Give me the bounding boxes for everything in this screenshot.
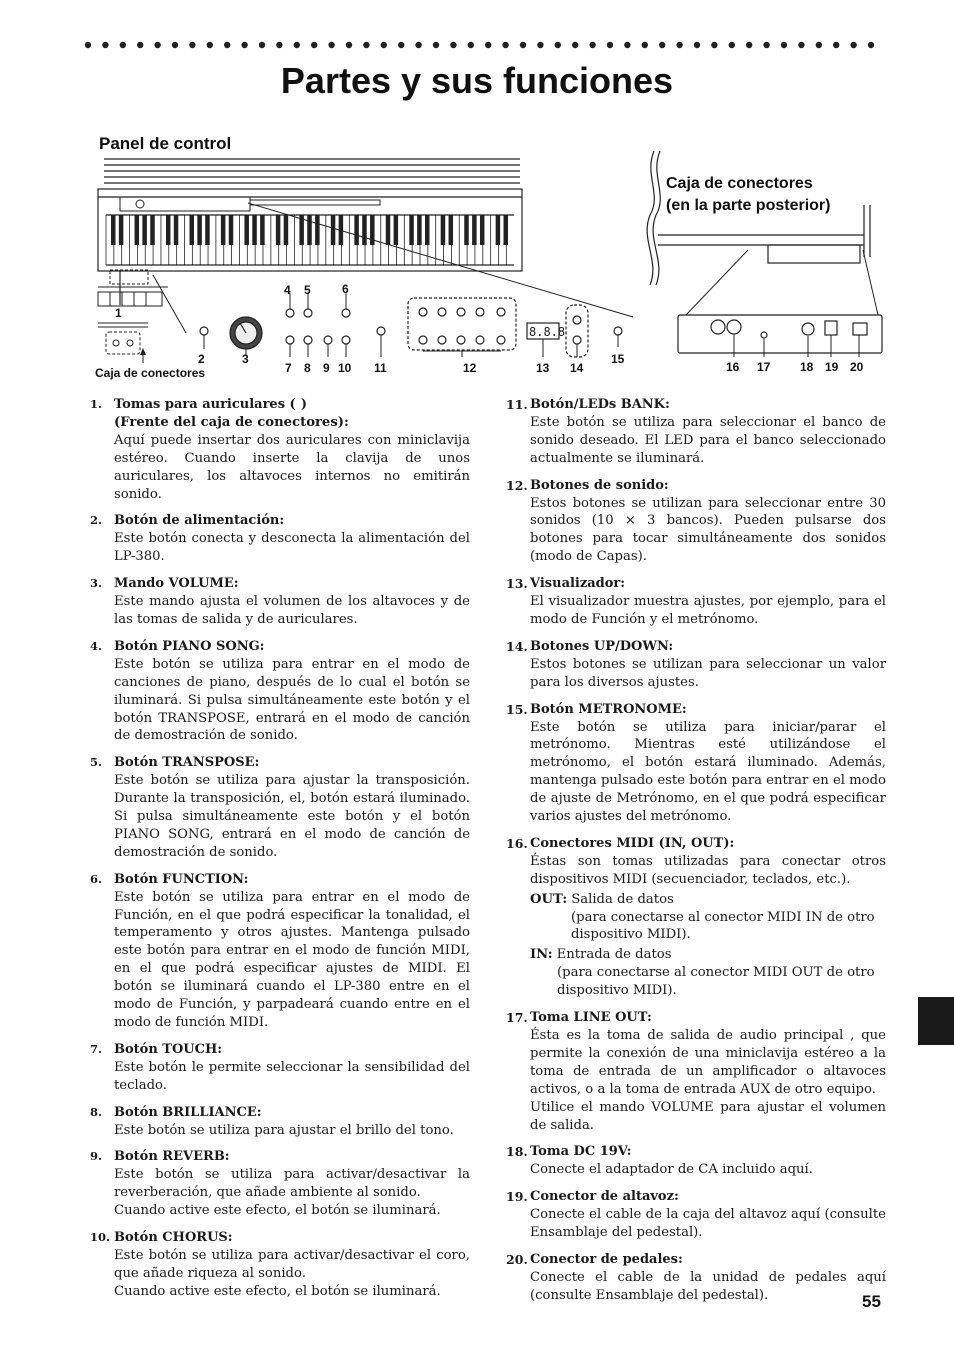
black-key [315,215,320,245]
description-item [506,396,886,468]
black-key [260,215,265,245]
item-body [506,593,886,629]
page-number: 55 [862,1292,881,1311]
item-title: Conector de pedales: [530,1251,683,1267]
black-key [464,215,469,245]
black-key [449,215,454,245]
item-title: Conector de altavoz: [530,1189,679,1205]
item-number: 2. [90,513,103,528]
rule-dot [433,42,439,48]
item-body [506,495,886,567]
rule-dot [798,42,804,48]
item-body [506,1269,886,1305]
item-body [506,1206,886,1242]
item-paragraph: Este botón se utiliza para iniciar/parar el metrónomo. Mientras esté utilizándose el metrónomo, el botón estará iluminado. Además, mantenga pulsado este botón para entrar en el modo de ajuste de Metrónomo, en el que podrá especificar varios ajustes del metrónomo. [530,719,886,825]
callout-4: 4 [284,283,291,297]
black-key [197,215,202,245]
black-key [221,215,226,245]
callout-5: 5 [304,283,311,297]
description-item [506,1251,886,1305]
item-number: 6. [90,871,103,886]
rule-dot [868,42,874,48]
black-key [331,215,336,245]
callout-15: 15 [611,352,625,366]
section-heading: Panel de control [99,134,232,153]
item-title: Botón TOUCH: [114,1041,223,1057]
rule-dot [468,42,474,48]
item-number: 11. [506,397,528,412]
callout-6: 6 [342,282,349,296]
item-body [506,414,886,468]
item-paragraph: Cuando active este efecto, el botón se iluminará. [114,1283,441,1299]
description-item [506,1009,886,1134]
item-body [506,1161,886,1179]
black-key [472,215,477,245]
item-number: 15. [506,701,528,717]
rule-dot [502,42,508,48]
item-number: 13. [506,576,528,592]
rule-dot [746,42,752,48]
rule-dot [415,42,421,48]
item-heading [506,638,886,656]
item-number: 19. [506,1189,528,1205]
item-body [90,530,470,566]
item-number: 8. [90,1104,103,1119]
item-paragraph: El visualizador muestra ajustes, por ejemplo, para el modo de Función y el metrónomo. [530,594,886,627]
item-paragraph: Éstas son tomas utilizadas para conectar otros dispositivos MIDI (secuenciador, teclados, etc.). [530,853,886,887]
callout-7: 7 [285,361,292,375]
rule-dot [729,42,735,48]
item-heading [90,575,470,593]
power-button-illustration [200,327,208,335]
display-digits: 8.8.8 [529,325,566,339]
piano-keys [106,215,508,265]
item-number: 4. [90,638,103,653]
rule-dot [311,42,317,48]
item-number: 18. [506,1144,528,1160]
description-item [90,1148,470,1220]
item-heading [90,1148,470,1166]
item-title: Tomas para auriculares ( ) [114,397,308,412]
item-paragraph: Aquí puede insertar dos auriculares con miniclavija estéreo. Cuando inserte la clavija de unos auriculares, los altavoces internos no emitirán sonido. [114,432,470,502]
sub-detail: (para conectarse al conector MIDI IN de otro dispositivo MIDI). [571,909,875,943]
item-paragraph: Utilice el mando VOLUME para ajustar el volumen de salida. [530,1099,886,1133]
black-key [166,215,171,245]
item-title: Toma DC 19V: [530,1144,632,1160]
rule-dot [137,42,143,48]
rule-dot [154,42,160,48]
item-heading [90,1041,470,1059]
description-item [90,754,470,861]
rule-dot [102,42,108,48]
item-number: 14. [506,638,528,654]
rule-dot [850,42,856,48]
item-heading [90,512,470,530]
item-title: Botón/LEDs BANK: [530,397,670,412]
callout-9: 9 [323,361,330,375]
item-body [90,1059,470,1095]
description-item [90,575,470,629]
page-title: Partes y sus funciones [280,60,674,101]
item-body [90,1247,470,1301]
description-item [506,575,886,629]
connector-title-line1: Caja de conectores [666,175,813,192]
item-number: 10. [90,1230,111,1245]
description-item [506,477,886,567]
item-paragraph: Conecte el cable de la unidad de pedales aquí (consulte Ensamblaje del pedestal). [530,1269,886,1303]
rule-dot [763,42,769,48]
item-heading [506,575,886,593]
connector-box-label: Caja de conectores [95,366,206,380]
description-item [506,835,886,1000]
item-number: 12. [506,477,528,493]
item-title: Botones de sonido: [530,477,669,493]
item-number: 5. [90,755,103,770]
item-title: Botones UP/DOWN: [530,638,674,654]
item-title: Botón FUNCTION: [114,871,249,887]
rule-dot [659,42,665,48]
item-heading [506,835,886,853]
rule-dot [624,42,630,48]
mini-volume-knob [136,200,144,208]
item-paragraph: Este botón se utiliza para activar/desactivar la reverberación, que añade ambiente al sonido. [114,1167,470,1201]
callout-1: 1 [115,306,122,320]
descriptions-right-column [506,396,886,1314]
rule-dot [224,42,230,48]
black-key [394,215,399,245]
rule-dot [781,42,787,48]
item-body [90,1122,470,1140]
item-title: Botón REVERB: [114,1149,230,1165]
connector-title-line2: (en la parte posterior) [666,197,831,214]
black-key [276,215,281,245]
callout-3: 3 [242,352,249,366]
description-item [506,701,886,826]
callout-19: 19 [825,360,839,374]
item-title: Botón CHORUS: [114,1230,233,1246]
item-heading [506,1251,886,1269]
callout-11: 11 [374,361,387,375]
rule-dot [120,42,126,48]
sub-text: Salida de datos [571,891,674,907]
item-heading [506,396,886,414]
black-key [284,215,289,245]
black-key [229,215,234,245]
rule-dot [328,42,334,48]
description-item [90,1104,470,1140]
description-item [90,1041,470,1095]
item-heading [506,701,886,719]
item-heading [506,1188,886,1206]
item-title: Botón TRANSPOSE: [114,755,260,771]
rule-dot [589,42,595,48]
rule-dot [607,42,613,48]
descriptions-left-column [90,396,470,1310]
black-key [441,215,446,245]
item-title-continued: (Frente del caja de conectores): [114,414,349,430]
rule-dot [85,42,91,48]
item-number: 7. [90,1041,103,1056]
black-key [425,215,430,245]
item-body [506,656,886,692]
item-heading [506,477,886,495]
rule-dot [207,42,213,48]
description-item [506,1188,886,1242]
black-key [142,215,147,245]
item-body [90,889,470,1032]
sub-detail: (para conectarse al conector MIDI OUT de otro dispositivo MIDI). [557,965,875,999]
item-heading [506,1009,886,1027]
item-body [90,772,470,862]
sub-key: OUT: [530,891,568,907]
callout-8: 8 [304,361,311,375]
rule-dot [276,42,282,48]
black-key [496,215,501,245]
black-key [111,215,116,245]
rule-dot [676,42,682,48]
item-body [90,1166,470,1220]
sub-entry [506,946,886,1000]
dotted-rule [84,38,888,52]
callout-2: 2 [198,352,205,366]
rule-dot [381,42,387,48]
rule-dot [642,42,648,48]
item-paragraph: Este botón se utiliza para activar/desactivar el coro, que añade riqueza al sonido. [114,1247,470,1281]
item-paragraph: Este botón se utiliza para ajustar la transposición. Durante la transposición, el, botón estará iluminado. Si pulsa simultáneamente este botón y el botón PIANO SONG, entrará en el modo de canción de demostración de sonido. [114,773,470,860]
item-body [90,432,470,504]
item-paragraph: Este botón le permite seleccionar la sensibilidad del teclado. [114,1059,470,1093]
rule-dot [241,42,247,48]
black-key [205,215,210,245]
item-paragraph: Este botón se utiliza para seleccionar el banco de sonido deseado. El LED para el banco seleccionado actualmente se iluminará. [530,414,886,466]
item-heading [90,1229,470,1247]
item-paragraph: Ésta es la toma de salida de audio principal , que permite la conexión de una miniclavija estéreo a la toma de entrada de un amplificador o altavoces activos, o a la toma de entrada AUX de otro equipo. [530,1028,886,1097]
item-paragraph: Este botón se utiliza para entrar en el modo de Función, en el que podrá especificar la tonalidad, el temperamento y otros ajustes. Mantenga pulsado este botón para entrar en el modo de función MIDI, en el que podrá especificar ajustes de MIDI. El botón se iluminará cuando el LP-380 entre en el modo de Función, y parpadeará cuando entre en el modo de función MIDI. [114,889,470,1030]
rule-dot [711,42,717,48]
item-body [90,593,470,629]
description-item [506,638,886,692]
rule-dot [520,42,526,48]
black-key [362,215,367,245]
item-title: Botón de alimentación: [114,513,285,529]
item-body [506,719,886,826]
item-heading [90,396,470,414]
rule-dot [294,42,300,48]
item-title: Toma LINE OUT: [530,1010,652,1026]
item-paragraph: Este mando ajusta el volumen de los altavoces y de las tomas de salida y de auriculares. [114,594,470,627]
rule-dot [816,42,822,48]
item-title: Mando VOLUME: [114,576,239,592]
black-key [150,215,155,245]
item-heading [506,1143,886,1161]
item-heading [90,638,470,656]
black-key [417,215,422,245]
black-key [252,215,256,245]
rule-dot [189,42,195,48]
black-key [409,215,414,245]
section-tab-marker [918,997,954,1045]
description-item [90,1229,470,1301]
rule-dot [485,42,491,48]
item-title: Conectores MIDI (IN, OUT): [530,835,735,851]
rule-dot [398,42,404,48]
description-item [90,871,470,1032]
item-number: 1. [90,397,103,411]
item-number: 9. [90,1149,103,1164]
black-key [119,215,124,245]
rule-dot [694,42,700,48]
item-title: Botón METRONOME: [530,701,687,717]
callout-17: 17 [757,360,771,374]
item-heading [90,871,470,889]
item-heading [90,1104,470,1122]
rule-dot [259,42,265,48]
item-paragraph: Este botón se utiliza para entrar en el modo de canciones de piano, después de lo cual el botón se iluminará. Si pulsa simultáneamente este botón y el botón TRANSPOSE, entrará en el modo de canción de demostración de sonido. [114,656,470,744]
rule-dot [537,42,543,48]
item-number: 20. [506,1251,528,1267]
item-heading [90,754,470,772]
black-key [480,215,485,245]
item-paragraph: Conecte el cable de la caja del altavoz aquí (consulte Ensamblaje del pedestal). [530,1207,886,1241]
black-key [135,215,140,245]
black-key [244,215,249,245]
item-paragraph: Este botón conecta y desconecta la alimentación del LP-380. [114,531,470,565]
callout-14: 14 [570,361,584,375]
description-item [90,638,470,745]
item-number: 3. [90,576,103,591]
callout-20: 20 [850,360,864,374]
item-body [90,656,470,746]
item-body [506,1027,886,1134]
control-panel-diagram [88,145,894,390]
item-paragraph: Conecte el adaptador de CA incluido aquí. [530,1162,813,1178]
rule-dot [555,42,561,48]
rule-dot [450,42,456,48]
callout-12: 12 [463,361,477,375]
rule-dot [833,42,839,48]
item-body [506,853,886,889]
black-key [354,215,359,245]
sub-text: Entrada de datos [556,947,672,963]
callout-16: 16 [726,360,740,374]
item-paragraph: Este botón se utiliza para ajustar el brillo del tono. [114,1122,454,1138]
callout-13: 13 [536,361,550,375]
item-paragraph: Estos botones se utilizan para seleccionar un valor para los diversos ajustes. [530,656,886,690]
item-number: 16. [506,835,528,851]
black-key [190,215,195,245]
sub-entry [506,891,886,945]
rule-dot [346,42,352,48]
rule-dot [172,42,178,48]
item-title: Botón PIANO SONG: [114,638,265,654]
description-item [90,396,470,503]
sub-key: IN: [530,947,553,963]
black-key [174,215,179,245]
item-paragraph: Estos botones se utilizan para seleccionar entre 30 sonidos (10 × 3 bancos). Pueden pulsarse dos botones para tocar simultáneamente dos sonidos (modo de Capas). [530,495,886,565]
rule-dot [572,42,578,48]
item-title: Botón BRILLIANCE: [114,1104,262,1120]
item-title: Visualizador: [530,576,626,592]
black-key [307,215,312,245]
description-item [506,1143,886,1179]
rule-dot [363,42,369,48]
item-paragraph: Cuando active este efecto, el botón se iluminará. [114,1203,441,1219]
black-key [386,215,391,245]
item-number: 17. [506,1010,528,1026]
callout-10: 10 [338,361,352,375]
description-item [90,512,470,566]
callout-18: 18 [800,360,814,374]
black-key [504,215,509,245]
